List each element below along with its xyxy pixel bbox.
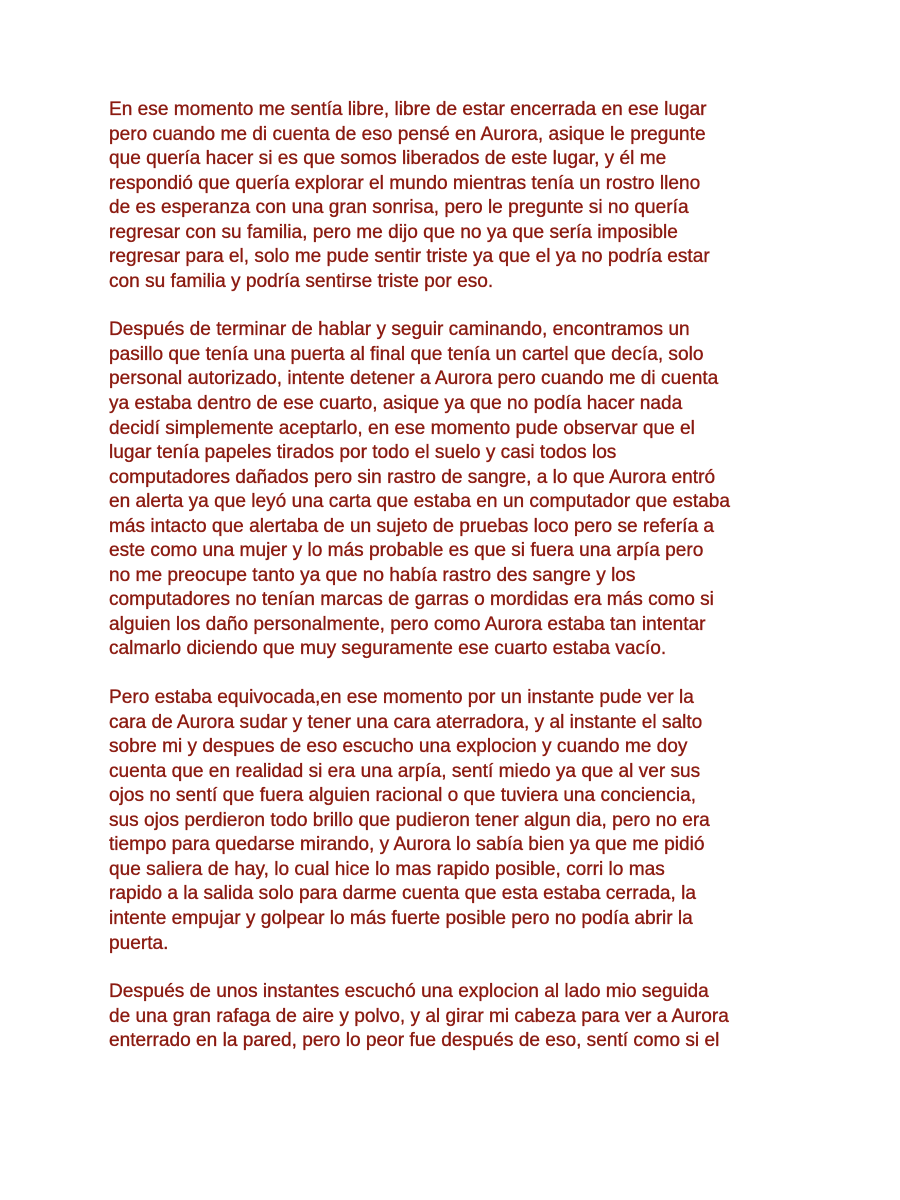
text-line: cuenta que en realidad si era una arpía, sentí miedo ya que al ver sus [109,760,701,782]
document-body [109,98,829,1078]
text-line: calmarlo diciendo que muy seguramente ese cuarto estaba vacío. [109,638,667,660]
text-line: más intacto que alertaba de un sujeto de pruebas loco pero se refería a [109,515,715,537]
text-line: computadores dañados pero sin rastro de sangre, a lo que Aurora entró [109,466,716,488]
paragraph-3 [109,686,829,956]
text-line: rapido a la salida solo para darme cuenta que esta estaba cerrada, la [109,883,696,905]
text-line: ojos no sentí que fuera alguien racional o que tuviera una conciencia, [109,785,697,807]
text-line: Después de unos instantes escuchó una explocion al lado mio seguida [109,981,709,1003]
text-line: Después de terminar de hablar y seguir caminando, encontramos un [109,319,690,341]
text-line: enterrado en la pared, pero lo peor fue después de eso, sentí como si el [109,1030,720,1052]
text-line: regresar con su familia, pero me dijo que no ya que sería imposible [109,221,678,243]
text-line: sus ojos perdieron todo brillo que pudieron tener algun dia, pero no era [109,809,710,831]
text-line: no me preocupe tanto ya que no había rastro des sangre y los [109,564,636,586]
text-line: cara de Aurora sudar y tener una cara aterradora, y al instante el salto [109,711,703,733]
text-line: puerta. [109,932,169,954]
text-line: lugar tenía papeles tirados por todo el suelo y casi todos los [109,442,617,464]
text-line: pasillo que tenía una puerta al final que tenía un cartel que decía, solo [109,343,704,365]
text-line: regresar para el, solo me pude sentir triste ya que el ya no podría estar [109,246,710,268]
text-line: sobre mi y despues de eso escucho una explocion y cuando me doy [109,736,688,758]
text-line: computadores no tenían marcas de garras o mordidas era más como si [109,589,714,611]
text-line: alguien los daño personalmente, pero como Aurora estaba tan intentar [109,613,706,635]
text-line: que saliera de hay, lo cual hice lo mas rapido posible, corri lo mas [109,858,665,880]
paragraph-4 [109,980,829,1054]
text-line: este como una mujer y lo más probable es que si fuera una arpía pero [109,540,704,562]
text-line: En ese momento me sentía libre, libre de estar encerrada en ese lugar [109,99,707,120]
paragraph-1 [109,98,829,294]
text-line: de es esperanza con una gran sonrisa, pero le pregunte si no quería [109,197,689,219]
text-line: respondió que quería explorar el mundo mientras tenía un rostro lleno [109,172,701,194]
text-line: de una gran rafaga de aire y polvo, y al girar mi cabeza para ver a Aurora [109,1005,729,1027]
text-line: personal autorizado, intente detener a Aurora pero cuando me di cuenta [109,368,719,390]
text-line: que quería hacer si es que somos liberados de este lugar, y él me [109,148,667,170]
text-line: en alerta ya que leyó una carta que estaba en un computador que estaba [109,491,730,513]
text-line: ya estaba dentro de ese cuarto, asique ya que no podía hacer nada [109,393,683,415]
text-line: tiempo para quedarse mirando, y Aurora lo sabía bien ya que me pidió [109,834,705,856]
text-line: pero cuando me di cuenta de eso pensé en Aurora, asique le pregunte [109,123,706,145]
text-line: decidí simplemente aceptarlo, en ese momento pude observar que el [109,417,695,439]
paragraph-2 [109,318,829,662]
text-line: Pero estaba equivocada,en ese momento por un instante pude ver la [109,687,694,709]
text-line: con su familia y podría sentirse triste por eso. [109,270,494,292]
text-line: intente empujar y golpear lo más fuerte posible pero no podía abrir la [109,907,693,929]
